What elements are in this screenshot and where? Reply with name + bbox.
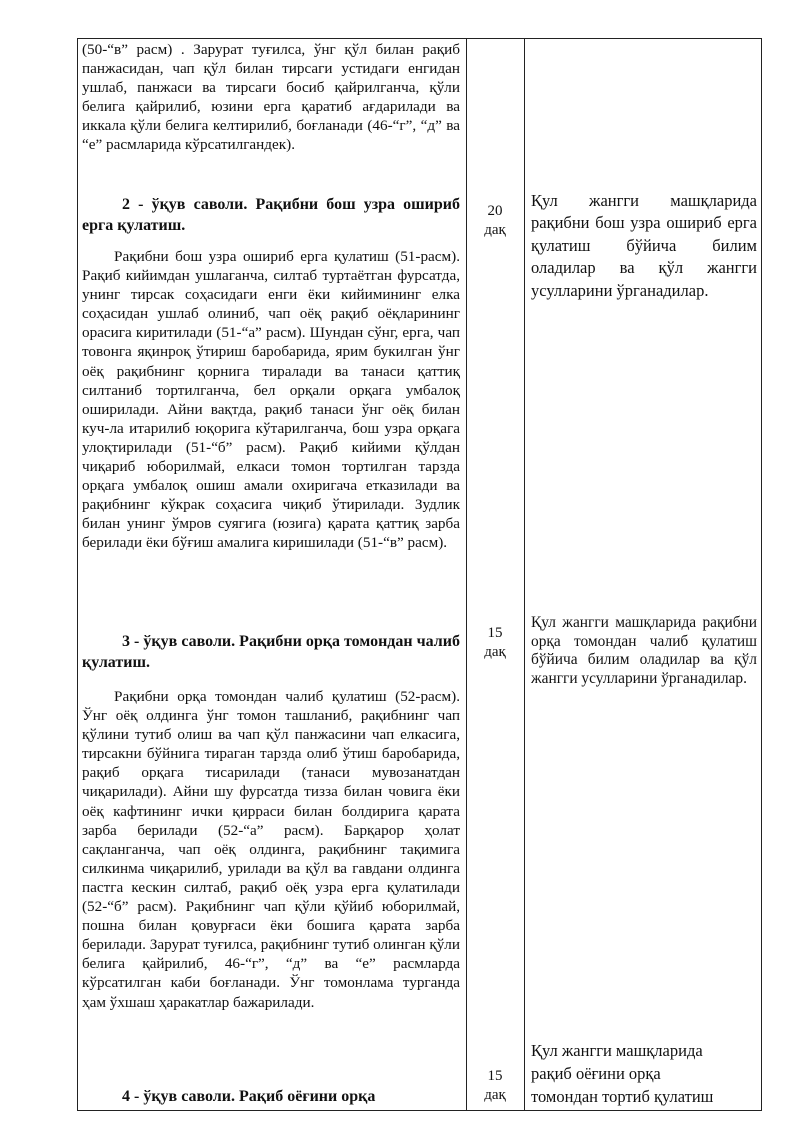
question-4-heading: 4 - ўқув саволи. Рақиб оёғини орқа [122, 1088, 376, 1105]
outcome-3 [531, 1039, 757, 1108]
outcome-1: Қул жангги машқларида рақибни бош узра ошириб ерга қулатиш бўйича билим оладилар ва қўл жангги усулларини ўрганадилар. [531, 191, 757, 300]
time-cell-2 [470, 624, 520, 662]
time-cell-1 [470, 202, 520, 240]
time-unit: дақ [484, 644, 506, 660]
outcome-3-line: рақиб оёғини орқа [531, 1064, 661, 1083]
time-unit: дақ [484, 1087, 506, 1103]
outcome-3-line: томондан тортиб қулатиш [531, 1087, 714, 1106]
time-value: 15 [487, 1068, 503, 1084]
time-unit: дақ [484, 222, 506, 238]
outcome-2: Қул жангги машқларида рақибни орқа томондан чалиб қулатиш бўйича билим оладилар ва қўл жангги усулларини ўрганадилар. [531, 614, 757, 687]
time-value: 20 [487, 203, 503, 219]
time-cell-3 [470, 1067, 520, 1105]
outcome-3-line: Қул жангги машқларида [531, 1041, 703, 1060]
question-2-text: Рақибни бош узра ошириб ерга қулатиш (51-расм). Рақиб кийимдан ушлаганча, силтаб туртаётган фурсатда, унинг тирсак соҳасидаги енги ёки кийимининг елка соҳасидан ушлаб олиниб, чап оёқ рақиб оёқларининг орасига киритилади (51-“а” расм). Шундан сўнг, ерга, чап товонга яқинроқ ўтириш баробарида, ярим букилган ўнг оёқ рақибнинг қорнига тиралади ва танаси қаттиқ силтаниб тортилганча, бел орқали орқага умбалоқ оширилади. Айни вақтда, рақиб танаси ўнг оёқ билан куч-ла итарилиб юқорига кўтарилганча, бош узра орқага улоқтирилади (51-“б” расм). Рақиб кийими қўлдан чиқариб юборилмай, елкаси томон тортилган тарзда орқага умбалоқ ошиш амали охиригача етказилади ва рақибнинг кўкрак соҳасига чиқиб ўтирилади. Зудлик билан унинг ўмров суягига (юзига) қарата қаттиқ зарба берилади ёки бўғиш амалига киришилади (51-“в” расм). [82, 248, 460, 552]
question-3-text: Рақибни орқа томондан чалиб қулатиш (52-расм). Ўнг оёқ олдинга ўнг томон ташланиб, рақибнинг чап қўлини тутиб олиш ва чап қўл панжасини чап елкасига, тирсакни бўйнига тираган тарзда олиб ўтиш баробарида, рақиб орқага тисарилади (танаси мувозанатдан чиқарилади). Айни шу фурсатда тизза билан човига ёки оёқ кафтининг ички қирраси билан болдирига қарата зарба берилади (52-“а” расм). Барқарор ҳолат сақланганча, чап оёқ олдинга, рақибнинг тақимига силкинма чиқарилиб, урилади ва қўл ва гавдани олдинга пастга кескин силтаб, рақиб оёқ узра ерга қулатилади (52-“б” расм). Рақибнинг чап қўли қўйиб юборилмай, пошна билан қовурғаси ёки бошига қарата зарба берилади. Зарурат туғилса, рақибнинг тутиб олинган қўли белига қайрилиб, 46-“г”, “д” ва “е” расмларда кўрсатилган каби боғланади. Ўнг томонлама турганда ҳам ўхшаш ҳаракатлар бажарилади. [82, 688, 460, 1011]
time-value: 15 [487, 625, 503, 641]
column-divider-2 [524, 38, 525, 1111]
column-divider-1 [466, 38, 467, 1111]
question-3-heading: 3 - ўқув саволи. Рақибни орқа томондан чалиб қулатиш. [82, 633, 460, 671]
intro-paragraph: (50-“в” расм) . Зарурат туғилса, ўнг қўл билан рақиб панжасидан, чап қўл билан тирсаги устидаги енгидан ушлаб, панжаси ва тирсаги босиб қайрилганча, қўли белига қайрилиб, юзини ерга қаратиб ағдарилади ва иккала қўли белига келтирилиб, боғланади (46-“г”, “д” ва “е” расмларида кўрсатилгандек). [82, 41, 460, 154]
question-2-heading: 2 - ўқув саволи. Рақибни бош узра ошириб ерга қулатиш. [82, 196, 460, 234]
